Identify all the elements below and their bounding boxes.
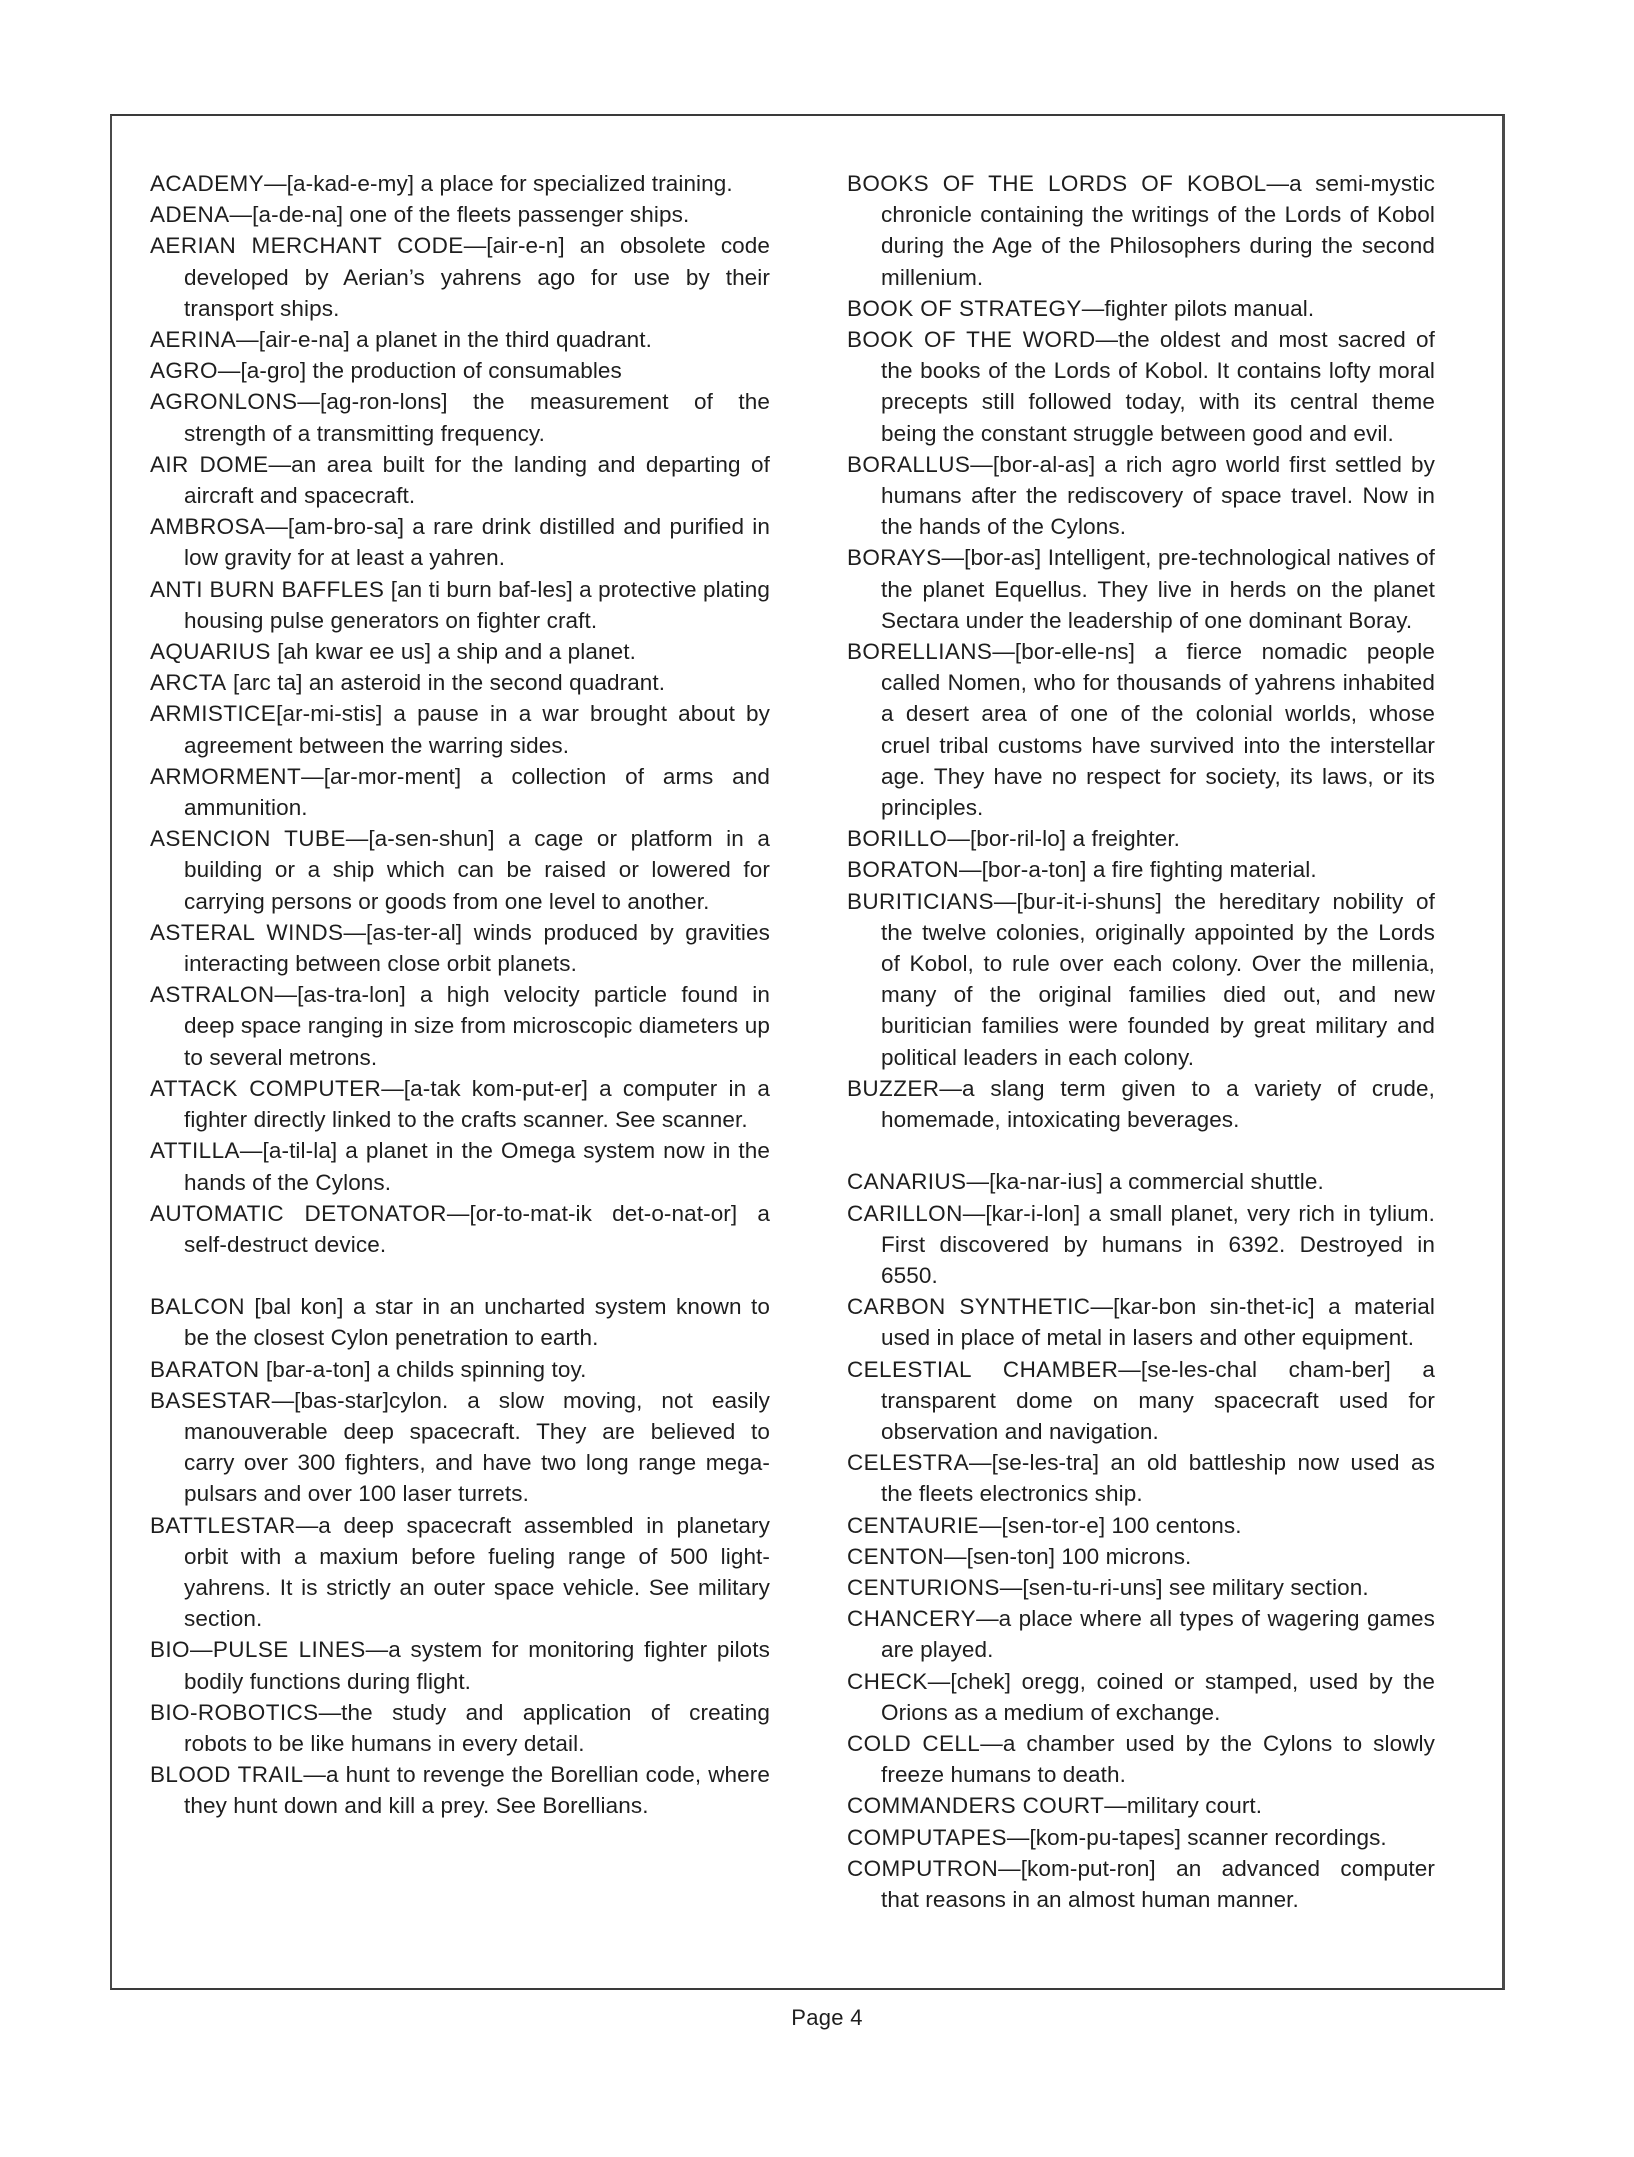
glossary-entry [150,574,770,636]
entry-term: BATTLESTAR [150,1512,296,1538]
glossary-entry [847,636,1435,823]
glossary-entry [150,449,770,511]
entry-group-a-list [150,168,770,1260]
glossary-entry [150,324,770,355]
entry-definition: —a deep spacecraft assembled in planetary orbit with a maxium before fueling range of 500 light-yahrens. It is strictly an outer space vehicle. See military section. [184,1512,770,1632]
page-number: Page 4 [791,2005,863,2030]
entry-definition: —fighter pilots manual. [1081,295,1315,321]
entry-term: BARATON [150,1356,260,1382]
glossary-entry [150,230,770,324]
entry-definition: —[air-e-n] an obsolete code developed by Aerian’s yahrens ago for use by their transport ships. [184,233,771,321]
entry-definition: —[a-tak kom-put-er] a computer in a fighter directly linked to the crafts scanner. See scanner. [184,1075,770,1133]
group-spacer [150,1260,770,1291]
entry-term: CELESTIAL CHAMBER [847,1356,1119,1382]
glossary-entry [847,823,1435,854]
entry-definition: —the study and application of creating robots to be like humans in every detail. [184,1699,770,1756]
entry-definition: —[bor-as] Intelligent, pre-technological natives of the planet Equellus. They live in herds on the planet Sectara under the leadership of one dominant Boray. [881,545,1435,633]
entry-term: CENTURIONS [847,1574,1000,1600]
entry-definition: —[ag-ron-lons] the measurement of the strength of a transmitting frequency. [184,389,770,446]
entry-definition: —[kar-bon sin-thet-ic] a material used in place of metal in lasers and other equipment. [881,1294,1435,1351]
entry-definition: —[a-sen-shun] a cage or platform in a building or a ship which can be raised or lowered for carrying persons or goods from one level to another. [184,826,771,914]
entry-term: AIR DOME [150,451,269,477]
entry-term: ATTACK COMPUTER [150,1075,382,1101]
glossary-entry [847,1572,1435,1603]
entry-term: BUZZER [847,1075,940,1101]
glossary-entry [150,1510,770,1635]
entry-definition: —[bor-al-as] a rich agro world first settled by humans after the rediscovery of space travel. Now in the hands of the Cylons. [881,451,1435,540]
entry-term: AUTOMATIC DETONATOR [150,1200,447,1226]
entry-term: BALCON [150,1294,245,1320]
glossary-entry [150,1759,770,1821]
entry-definition: [ar-mi-stis] a pause in a war brought about by agreement between the warring sides. [184,701,770,758]
glossary-entry [847,1541,1435,1572]
glossary-entry [150,1385,770,1510]
entry-term: BIO-ROBOTICS [150,1699,319,1725]
entry-term: BORILLO [847,826,948,852]
entry-definition: —an area built for the landing and departing of aircraft and spacecraft. [184,451,770,509]
entry-term: ACADEMY [150,171,265,196]
glossary-entry [847,293,1435,324]
entry-definition: —[or-to-mat-ik det-o-nat-or] a self-destruct device. [184,1200,771,1257]
glossary-entry [847,1166,1435,1197]
entry-definition: —[sen-tu-ri-uns] see military section. [999,1574,1369,1600]
entry-term: AERIAN MERCHANT CODE [150,233,464,259]
entry-term: CANARIUS [847,1169,967,1195]
glossary-entry [150,761,770,823]
entry-definition: —[sen-tor-e] 100 centons. [978,1512,1242,1538]
glossary-entry [150,979,770,1073]
entry-term: BIO—PULSE LINES [150,1637,366,1663]
entry-definition: —[kom-pu-tapes] scanner recordings. [1006,1824,1387,1850]
glossary-entry [847,168,1435,293]
entry-definition: —[a-gro] the production of consumables [217,358,622,384]
entry-definition: —[a-til-la] a planet in the Omega system now in the hands of the Cylons. [184,1138,770,1195]
glossary-entry [847,1510,1435,1541]
entry-definition: —[se-les-tra] an old battleship now used as the fleets electronics ship. [881,1450,1435,1507]
entry-term: BASESTAR [150,1387,272,1413]
glossary-entry [847,1354,1435,1448]
entry-term: BORALLUS [847,451,971,477]
glossary-entry [847,1728,1435,1790]
glossary-entry [150,1634,770,1696]
entry-definition: —a slang term given to a variety of crude, homemade, intoxicating beverages. [881,1075,1435,1133]
glossary-entry [847,1790,1435,1821]
entry-term: BORELLIANS [847,639,993,665]
entry-definition: —a system for monitoring fighter pilots bodily functions during flight. [184,1637,770,1694]
glossary-entry [150,355,770,386]
glossary-entry [847,449,1435,543]
entry-definition: —a chamber used by the Cylons to slowly freeze humans to death. [881,1730,1435,1788]
entry-term: CARILLON [847,1200,963,1226]
entry-term: CARBON SYNTHETIC [847,1294,1091,1320]
entry-term: BORAYS [847,545,942,571]
entry-term: ATTILLA [150,1138,240,1164]
glossary-entry [847,1198,1435,1292]
glossary-entry [847,1447,1435,1509]
entry-definition: —[as-ter-al] winds produced by gravities interacting between close orbit planets. [184,919,770,977]
entry-term: BLOOD TRAIL [150,1762,304,1788]
entry-definition: —[as-tra-lon] a high velocity particle found in deep space ranging in size from microscopic diameters up to several metrons. [184,982,770,1070]
entry-definition: —[a-kad-e-my] a place for specialized training. [264,171,733,196]
entry-definition: [ah kwar ee us] a ship and a planet. [270,639,636,665]
glossary-entry [150,1135,770,1197]
glossary-entry [150,1697,770,1759]
glossary-entry [150,386,770,448]
entry-definition: —the oldest and most sacred of the books of the Lords of Kobol. It contains lofty moral precepts still followed today, with its central theme being the constant struggle between good and evil. [881,327,1435,446]
entry-term: COMMANDERS COURT [847,1793,1105,1819]
glossary-entry [847,1291,1435,1353]
entry-definition: [bar-a-ton] a childs spinning toy. [259,1356,587,1382]
entry-definition: —[bor-a-ton] a fire fighting material. [958,857,1317,883]
entry-term: COMPUTRON [847,1855,999,1881]
entry-definition: —[bor-elle-ns] a fierce nomadic people called Nomen, who for thousands of yahrens inhabited a desert area of one of the colonial worlds, whose cruel tribal customs have survived into the interstellar age. They have no respect for society, its laws, or its principles. [881,639,1435,821]
entry-definition: —[se-les-chal cham-ber] a transparent dome on many spacecraft used for observation and navigation. [881,1356,1436,1444]
entry-definition: —[ar-mor-ment] a collection of arms and ammunition. [184,763,770,821]
entry-definition: —[a-de-na] one of the fleets passenger ships. [229,202,690,228]
entry-definition: —[bor-ril-lo] a freighter. [947,826,1181,852]
entry-term: ARCTA [150,670,227,696]
glossary-entry [150,1073,770,1135]
entry-term: BOOK OF THE WORD [847,327,1096,353]
glossary-entry [847,854,1435,885]
entry-term: BOOKS OF THE LORDS OF KOBOL [847,171,1267,196]
entry-term: ASENCION TUBE [150,826,346,852]
glossary-entry [150,823,770,917]
entry-term: COLD CELL [847,1730,981,1756]
glossary-entry [847,1603,1435,1665]
entry-definition: —[bas-star]cylon. a slow moving, not easily manouverable deep spacecraft. They are believed to carry over 300 fighters, and have two long range mega-pulsars and over 100 laser turrets. [184,1387,770,1507]
entry-definition: —[kar-i-lon] a small planet, very rich in tylium. First discovered by humans in 6392. Destroyed in 6550. [881,1200,1435,1288]
glossary-entry [150,667,770,698]
entry-term: CENTAURIE [847,1512,979,1538]
glossary-entry [150,1291,770,1353]
entry-definition: —a hunt to revenge the Borellian code, where they hunt down and kill a prey. See Borellians. [184,1762,770,1819]
glossary-entry [150,636,770,667]
entry-term: ASTERAL WINDS [150,919,344,945]
entry-definition: —[kom-put-ron] an advanced computer that reasons in an almost human manner. [881,1855,1435,1912]
entry-definition: [bal kon] a star in an uncharted system known to be the closest Cylon penetration to earth. [184,1294,770,1351]
glossary-entry [150,199,770,230]
entry-term: AGRO [150,358,218,384]
entry-term: COMPUTAPES [847,1824,1007,1850]
entry-term: ADENA [150,202,230,228]
entry-term: AMBROSA [150,514,266,540]
entry-definition: —[ka-nar-ius] a commercial shuttle. [966,1169,1324,1195]
glossary-entry [847,886,1435,1073]
entry-term: BOOK OF STRATEGY [847,295,1082,321]
glossary-entry [150,168,770,199]
glossary-entry [150,917,770,979]
glossary-entry [150,1198,770,1260]
glossary-entry [847,1073,1435,1135]
entry-definition: [arc ta] an asteroid in the second quadrant. [226,670,666,696]
entry-term: ANTI BURN BAFFLES [150,576,385,602]
entry-definition: [an ti burn baf-les] a protective plating housing pulse generators on fighter craft. [184,576,771,633]
entry-term: AQUARIUS [150,639,271,665]
entry-term: BORATON [847,857,959,883]
entry-definition: —[chek] oregg, coined or stamped, used by the Orions as a medium of exchange. [881,1668,1435,1725]
entry-term: AGRONLONS [150,389,298,415]
entry-group-b-list [847,1166,1435,1915]
entry-term: ARMORMENT [150,763,302,789]
glossary-entry [150,698,770,760]
entry-definition: —a semi-mystic chronicle containing the writings of the Lords of Kobol during the Age of the Philosophers during the second millenium. [881,171,1435,290]
entry-definition: —[air-e-na] a planet in the third quadrant. [236,327,652,353]
group-spacer [847,1135,1435,1166]
entry-definition: —a place where all types of wagering games are played. [881,1606,1435,1663]
glossary-entry [150,511,770,573]
glossary-entry [847,542,1435,636]
entry-term: CHECK [847,1668,928,1694]
glossary-entry [847,1853,1435,1915]
glossary-entry [150,1354,770,1385]
entry-term: CELESTRA [847,1450,969,1476]
entry-group-a-list [847,168,1435,1135]
entry-definition: —[am-bro-sa] a rare drink distilled and purified in low gravity for at least a yahren. [184,514,770,571]
page-footer [0,2005,1634,2031]
entry-term: AERINA [150,327,237,353]
entry-definition: —military court. [1104,1793,1263,1819]
entry-term: CENTON [847,1543,944,1569]
glossary-entry [847,324,1435,449]
right-column [847,168,1435,1915]
left-column [150,168,770,1822]
entry-definition: —[bur-it-i-shuns] the hereditary nobility of the twelve colonies, originally appointed by the Lords of Kobol, to rule over each colony. Over the millenia, many of the original families died out, and new buritician families were founded by great military and political leaders in each colony. [881,888,1435,1070]
entry-term: ARMISTICE [150,701,277,727]
glossary-entry [847,1666,1435,1728]
glossary-entry [847,1822,1435,1853]
entry-group-b-list [150,1291,770,1821]
entry-term: CHANCERY [847,1606,977,1632]
entry-term: BURITICIANS [847,888,994,914]
entry-definition: —[sen-ton] 100 microns. [944,1543,1192,1569]
entry-term: ASTRALON [150,982,275,1008]
